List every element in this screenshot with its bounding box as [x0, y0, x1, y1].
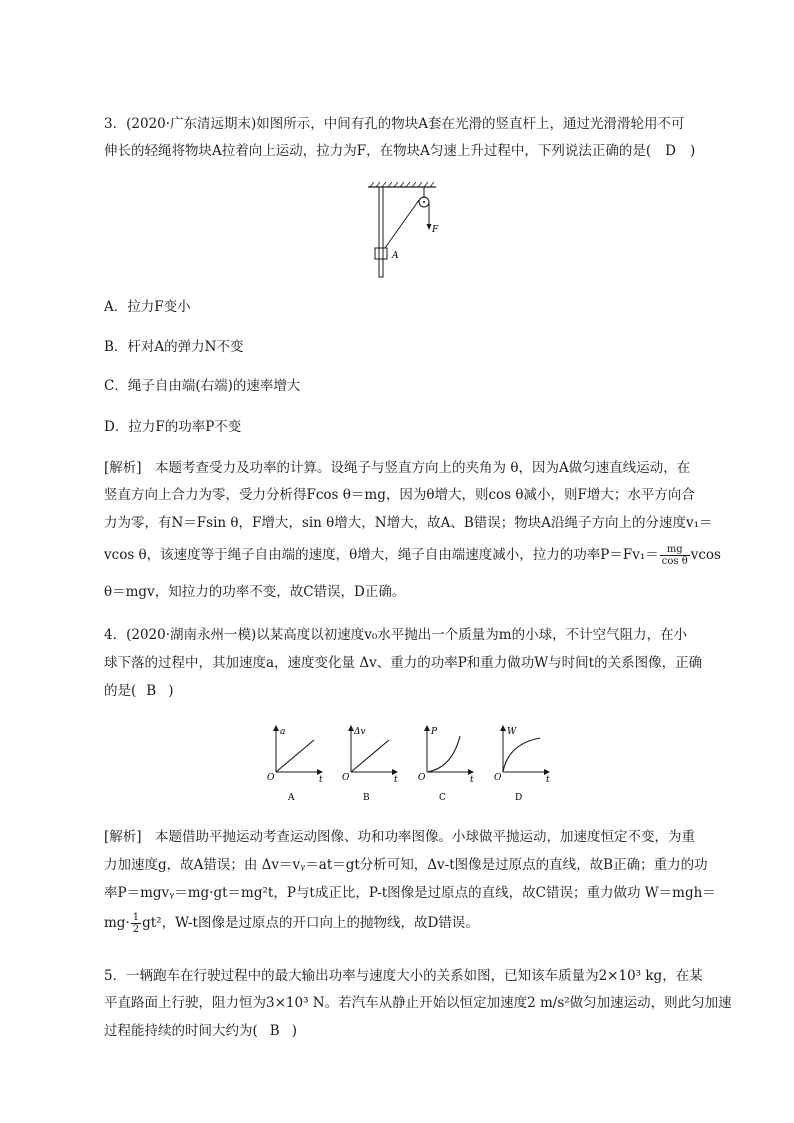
q3-frac-den: cos θ — [661, 556, 688, 567]
q3-stem-line1: 3．(2020·广东清远期末)如图所示，中间有孔的物块A套在光滑的竖直杆上，通过光滑滑轮用不可 — [104, 116, 685, 132]
graph-b-caption: B — [363, 793, 370, 803]
graph-d-ylabel: W — [507, 727, 517, 737]
graph-c-xlabel: t — [470, 775, 474, 785]
q4-fraction — [131, 912, 141, 935]
graph-c-curve — [427, 736, 460, 772]
q5-close-paren: ) — [291, 1023, 297, 1039]
q5-answer: B — [269, 1023, 280, 1039]
q3-analysis-line1: [解析] 本题考查受力及功率的计算。设绳子与竖直方向上的夹角为 θ，因为A做匀速直线运动，在 — [104, 460, 691, 476]
graph-a — [267, 726, 323, 803]
graph-a-xlabel: t — [319, 775, 323, 785]
q4-stem-line3 — [104, 682, 173, 700]
graph-d-curve — [503, 738, 540, 772]
graph-a-caption: A — [288, 793, 295, 803]
q4-analysis-tail: gt²，W-t图像是过原点的开口向上的抛物线，故D错误。 — [142, 915, 479, 931]
q4-analysis-line2: 力加速度g，故A错误；由 Δv＝vᵧ＝at＝gt分析可知，Δv-t图像是过原点的直线，故B正确；重力的功 — [104, 857, 708, 873]
q4-stem-line2: 球下落的过程中，其加速度a，速度变化量 Δv、重力的功率P和重力做功W与时间t的关系图像，正确 — [104, 655, 703, 671]
q3-analysis-line4 — [104, 544, 721, 567]
q3-option-c: C．绳子自由端(右端)的速率增大 — [104, 378, 301, 394]
graph-d-caption: D — [515, 793, 523, 803]
graph-b — [342, 726, 398, 803]
q3-option-d: D．拉力F的功率P不变 — [104, 419, 242, 435]
q5-stem-line3 — [104, 1022, 297, 1040]
vertical-rod — [379, 187, 383, 277]
q3-frac-num: mg — [660, 544, 690, 556]
graph-a-origin: O — [267, 773, 275, 783]
q4-analysis-line4 — [104, 912, 479, 935]
force-arrow-head — [427, 224, 432, 230]
q3-analysis-text: vcos θ，该速度等于绳子自由端的速度，θ增大，绳子自由端速度减小，拉力的功率P＝Fv₁＝ — [104, 547, 659, 563]
graph-b-ylabel: Δv — [354, 727, 366, 737]
block-a — [375, 248, 387, 259]
q3-analysis-line5: θ＝mgv，知拉力的功率不变，故C错误，D正确。 — [104, 584, 406, 600]
q4-frac-num: 1 — [132, 912, 140, 923]
graph-d — [494, 726, 550, 803]
q3-answer: D — [665, 143, 676, 159]
q4-analysis-line1: [解析] 本题借助平抛运动考查运动图像、功和功率图像。小球做平抛运动，加速度恒定不变，为重 — [104, 829, 696, 845]
q3-stem-line2 — [104, 142, 695, 160]
graph-c-origin: O — [418, 773, 426, 783]
ceiling-hatch — [370, 182, 434, 187]
q3-fraction — [660, 544, 690, 567]
q3-analysis-line2: 竖直方向上合力为零，受力分析得Fcos θ＝mg，因为θ增大，则cos θ减小，则F增大；水平方向合 — [104, 487, 695, 503]
q3-analysis-tail: vcos — [690, 547, 721, 563]
q3-option-b: B．杆对A的弹力N不变 — [104, 339, 244, 355]
graph-d-origin: O — [494, 773, 502, 783]
q5-stem-line1: 5．一辆跑车在行驶过程中的最大输出功率与速度大小的关系如图，已知该车质量为2×10³ kg，在某 — [104, 968, 703, 984]
q4-stem-text: 的是( — [104, 683, 137, 699]
q5-stem-text: 过程能持续的时间大约为( — [104, 1023, 258, 1039]
q3-stem-text: 伸长的轻绳将物块A拉着向上运动，拉力为F，在物块A匀速上升过程中，下列说法正确的是( — [104, 143, 652, 159]
rope-to-block — [385, 200, 419, 248]
graph-a-curve — [276, 740, 314, 772]
graph-b-xlabel: t — [394, 775, 398, 785]
graph-b-curve — [351, 740, 389, 772]
graph-b-origin: O — [342, 773, 350, 783]
q3-analysis-line3: 力为零，有N＝Fsin θ，F增大，sin θ增大，N增大，故A、B错误；物块A沿绳子方向上的分速度v₁＝ — [104, 515, 713, 531]
q4-answer: B — [146, 683, 157, 699]
q3-option-a: A．拉力F变小 — [104, 299, 191, 315]
graph-c-caption: C — [439, 793, 446, 803]
q3-close-paren: ) — [689, 143, 696, 159]
block-label: A — [392, 251, 399, 261]
graph-d-xlabel: t — [546, 775, 550, 785]
force-label: F — [432, 225, 439, 235]
q4-analysis-text: mg· — [104, 915, 130, 931]
pulley-axle — [423, 201, 425, 203]
q4-stem-line1: 4．(2020·湖南永州一模)以某高度以初速度v₀水平抛出一个质量为m的小球，不计空气阻力，在小 — [104, 627, 688, 643]
graph-a-ylabel: a — [280, 727, 286, 737]
q4-frac-den: 2 — [132, 924, 140, 935]
q4-close-paren: ) — [168, 683, 174, 699]
q4-graphs — [262, 722, 562, 806]
q5-stem-line2: 平直路面上行驶，阻力恒为3×10³ N。若汽车从静止开始以恒定加速度2 m/s²做匀加速运动，则此匀加速 — [104, 995, 732, 1011]
graph-c-ylabel: P — [431, 727, 438, 737]
q3-figure-pulley — [360, 180, 450, 285]
q4-analysis-line3: 率P＝mgvᵧ＝mg·gt＝mg²t，P与t成正比，P-t图像是过原点的直线，故C错误；重力做功 W＝mgh＝ — [104, 885, 716, 901]
graph-c — [418, 726, 474, 803]
